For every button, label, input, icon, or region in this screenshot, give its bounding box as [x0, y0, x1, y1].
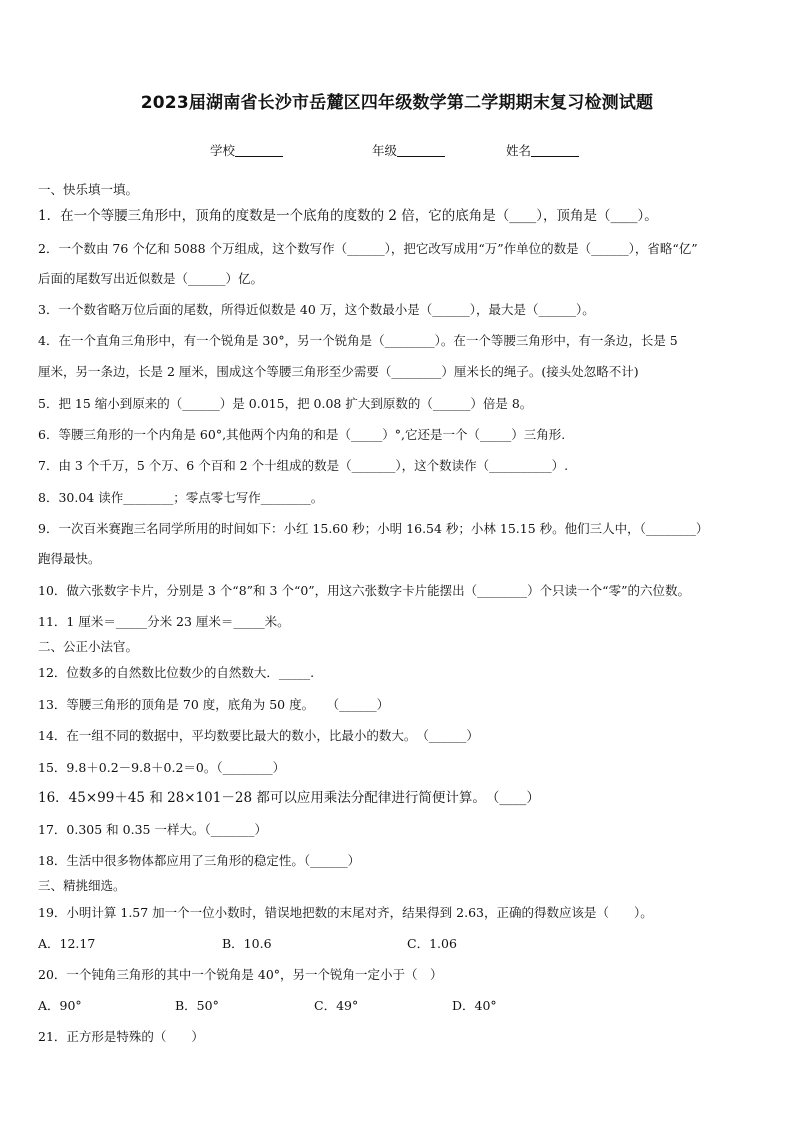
q20-option-b: B．50°: [175, 998, 219, 1013]
question-line: 跑得最快。: [38, 551, 101, 566]
school-field: [210, 141, 283, 159]
q20-option-d: D．40°: [452, 998, 497, 1013]
page-title: 2023届湖南省长沙市岳麓区四年级数学第二学期期末复习检测试题: [140, 93, 654, 113]
section-1-heading: 一、快乐填一填。: [38, 182, 139, 197]
question-line: 后面的尾数写出近似数是（______）亿。: [38, 271, 264, 286]
question-line: 13．等腰三角形的顶角是 70 度，底角为 50 度。 （______）: [38, 697, 390, 712]
question-line: 19．小明计算 1.57 加一个一位小数时，错误地把数的末尾对齐，结果得到 2.63，正确的得数应该是（ ）。: [38, 905, 653, 920]
question-line: 12．位数多的自然数比位数少的自然数大．_____.: [38, 665, 315, 680]
question-line: 6．等腰三角形的一个内角是 60°,其他两个内角的和是（_____）°,它还是一个（_____）三角形.: [38, 427, 566, 442]
name-field: [506, 141, 579, 159]
q19-option-b: B．10.6: [222, 936, 272, 951]
question-line: 21．正方形是特殊的（ ）: [38, 1029, 204, 1044]
school-label: 学校: [210, 143, 236, 158]
section-3-heading: 三、精挑细选。: [38, 878, 126, 893]
question-line: 厘米，另一条边，长是 2 厘米，围成这个等腰三角形至少需要（________）厘米长的绳子。(接头处忽略不计): [38, 364, 639, 379]
q20-option-c: C．49°: [314, 998, 359, 1013]
school-blank: [235, 144, 283, 157]
question-line: 5．把 15 缩小到原来的（______）是 0.015，把 0.08 扩大到原数的（______）倍是 8。: [38, 396, 533, 411]
q19-option-a: A．12.17: [38, 936, 96, 951]
question-line: 1．在一个等腰三角形中，顶角的度数是一个底角的度数的 2 倍，它的底角是（____），顶角是（____）。: [38, 208, 658, 224]
section-2-heading: 二、公正小法官。: [38, 639, 139, 654]
question-line: 3．一个数省略万位后面的尾数，所得近似数是 40 万，这个数最小是（______），最大是（______）。: [38, 302, 595, 317]
question-line: 20．一个钝角三角形的其中一个锐角是 40°，另一个锐角一定小于（ ）: [38, 967, 443, 982]
q19-option-c: C．1.06: [407, 936, 457, 951]
q20-option-a: A．90°: [38, 998, 82, 1013]
question-line: 4．在一个直角三角形中，有一个锐角是 30°，另一个锐角是（________）。在一个等腰三角形中，有一条边，长是 5: [38, 333, 678, 348]
question-line: 14．在一组不同的数据中，平均数要比最大的数小，比最小的数大。 （______）: [38, 728, 479, 743]
question-line: 8．30.04 读作________；零点零七写作________。: [38, 490, 324, 505]
question-line: 7．由 3 个千万，5 个万、6 个百和 2 个十组成的数是（_______），这个数读作（__________）.: [38, 458, 569, 473]
question-line: 2．一个数由 76 个亿和 5088 个万组成，这个数写作（______），把它改写成用“万”作单位的数是（______），省略“亿”: [38, 241, 698, 256]
question-line: 18．生活中很多物体都应用了三角形的稳定性。（______）: [38, 853, 361, 868]
question-line: 16．45×99＋45 和 28×101－28 都可以应用乘法分配律进行简便计算。 （____）: [38, 790, 540, 806]
question-line: 17．0.305 和 0.35 一样大。（_______）: [38, 822, 267, 837]
question-line: 10．做六张数字卡片，分别是 3 个“8”和 3 个“0”，用这六张数字卡片能摆出（________）个只读一个“零”的六位数。: [38, 583, 690, 598]
grade-blank: [397, 144, 445, 157]
name-label: 姓名: [506, 143, 532, 158]
grade-label: 年级: [372, 143, 398, 158]
question-line: 15．9.8＋0.2－9.8＋0.2＝0。（________）: [38, 760, 286, 775]
question-line: 11．1 厘米＝_____分米 23 厘米＝_____米。: [38, 614, 290, 629]
name-blank: [531, 144, 579, 157]
grade-field: [372, 141, 445, 159]
question-line: 9．一次百米赛跑三名同学所用的时间如下：小红 15.60 秒；小明 16.54 秒；小林 15.15 秒。他们三人中，（________）: [38, 521, 709, 536]
